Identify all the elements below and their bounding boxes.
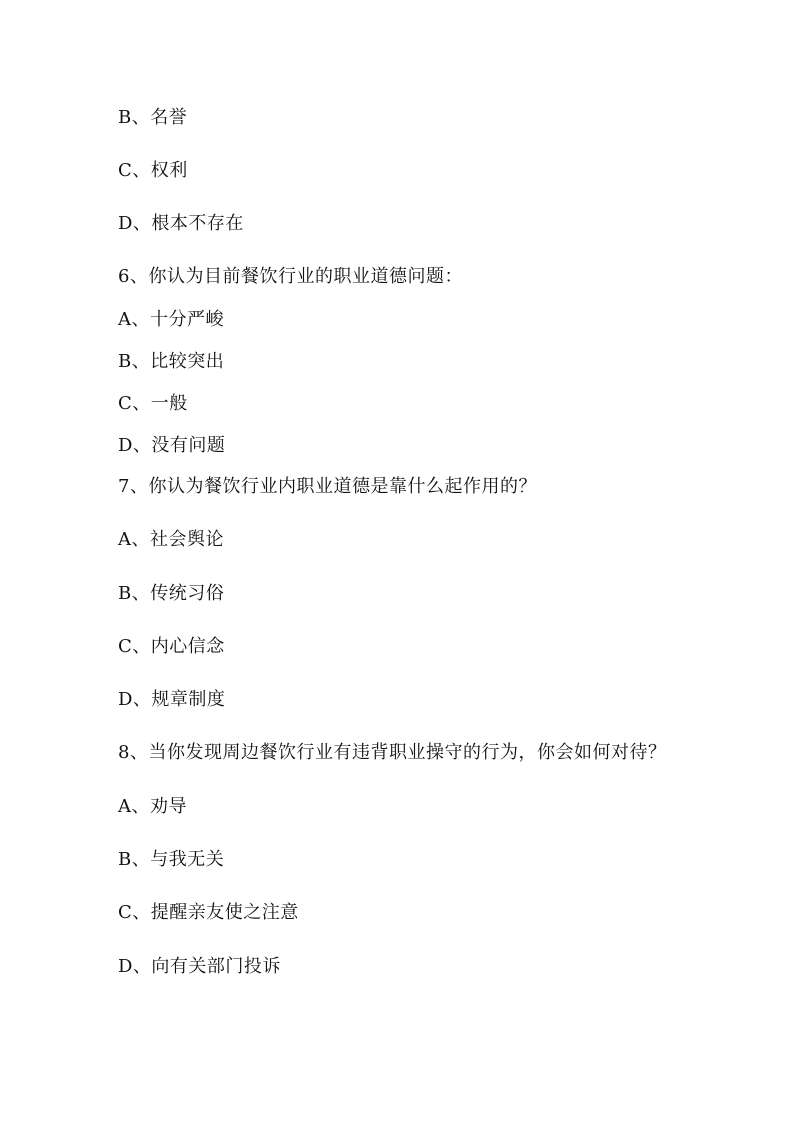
question-8: 8、当你发现周边餐饮行业有违背职业操守的行为，你会如何对待？ [118, 742, 667, 763]
option-6c: C、一般 [118, 393, 188, 414]
question-6: 6、你认为目前餐饮行业的职业道德问题： [118, 266, 463, 287]
option-5d: D、根本不存在 [118, 213, 244, 234]
option-5c: C、权利 [118, 160, 188, 181]
option-6d: D、没有问题 [118, 435, 226, 456]
option-8b: B、与我无关 [118, 849, 225, 870]
option-5b: B、名誉 [118, 107, 188, 128]
option-6a: A、十分严峻 [118, 309, 224, 330]
option-7a: A、社会舆论 [118, 529, 224, 550]
option-7c: C、内心信念 [118, 636, 225, 657]
option-7b: B、传统习俗 [118, 583, 225, 604]
option-8c: C、提醒亲友使之注意 [118, 902, 299, 923]
option-7d: D、规章制度 [118, 689, 226, 710]
option-8d: D、向有关部门投诉 [118, 956, 281, 977]
question-7: 7、你认为餐饮行业内职业道德是靠什么起作用的？ [118, 476, 537, 497]
option-8a: A、劝导 [118, 796, 187, 817]
option-6b: B、比较突出 [118, 351, 225, 372]
